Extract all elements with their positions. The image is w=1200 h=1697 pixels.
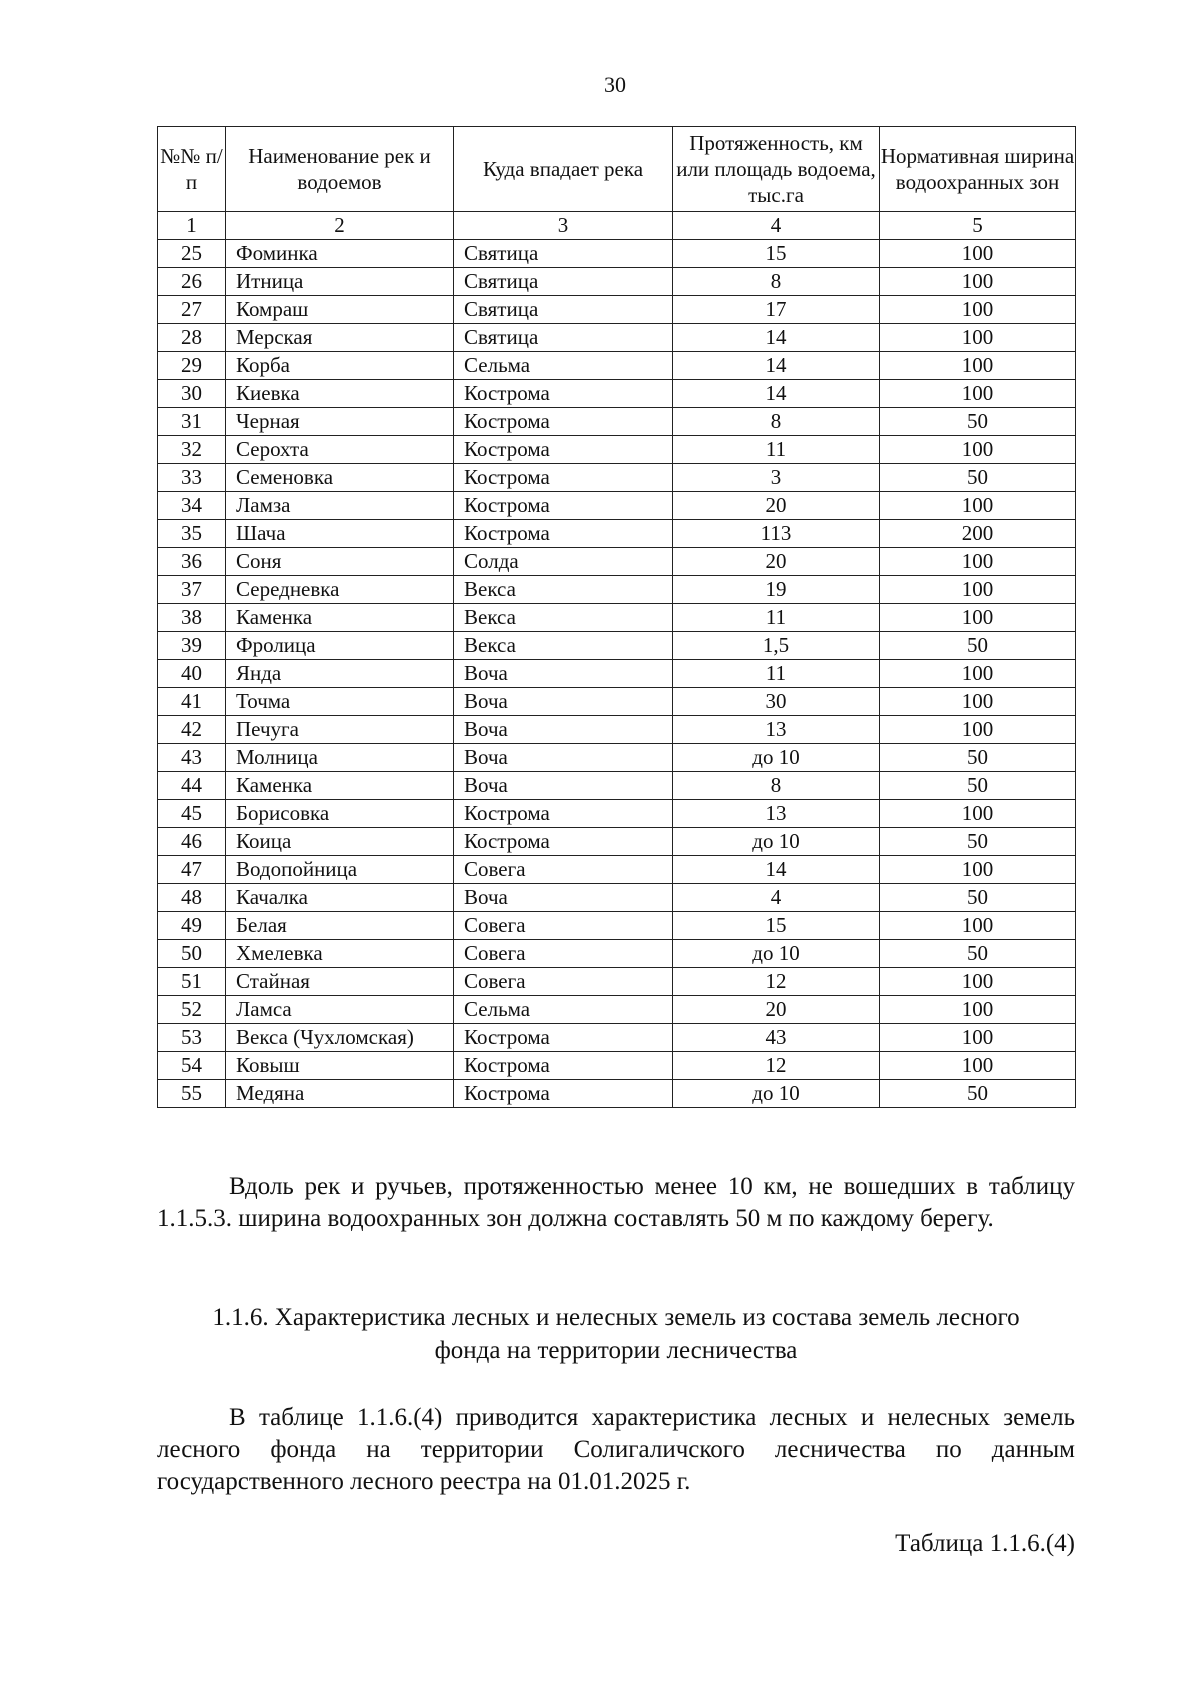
river-length: 30 — [673, 688, 880, 716]
river-mouth: Кострома — [454, 436, 673, 464]
table-row — [158, 828, 1076, 856]
table-header-row — [158, 127, 1076, 212]
river-name: Молница — [226, 744, 454, 772]
column-number: 4 — [673, 212, 880, 240]
river-mouth: Воча — [454, 884, 673, 912]
table-row — [158, 1080, 1076, 1108]
river-length: 12 — [673, 1052, 880, 1080]
table-row — [158, 436, 1076, 464]
river-mouth: Кострома — [454, 1052, 673, 1080]
river-name: Мерская — [226, 324, 454, 352]
river-name: Стайная — [226, 968, 454, 996]
river-name: Борисовка — [226, 800, 454, 828]
row-number: 42 — [158, 716, 226, 744]
header-length: Протяженность, км или площадь водоема, тыс.га — [673, 127, 880, 212]
river-mouth: Кострома — [454, 492, 673, 520]
row-number: 25 — [158, 240, 226, 268]
table-row — [158, 1052, 1076, 1080]
river-length: 43 — [673, 1024, 880, 1052]
table-row — [158, 296, 1076, 324]
river-mouth: Кострома — [454, 408, 673, 436]
zone-width: 100 — [880, 548, 1076, 576]
zone-width: 50 — [880, 828, 1076, 856]
table-row — [158, 716, 1076, 744]
row-number: 47 — [158, 856, 226, 884]
river-length: 19 — [673, 576, 880, 604]
column-number: 1 — [158, 212, 226, 240]
river-mouth: Кострома — [454, 520, 673, 548]
river-name: Фоминка — [226, 240, 454, 268]
table-row — [158, 912, 1076, 940]
table-row — [158, 520, 1076, 548]
column-number-row — [158, 212, 1076, 240]
table-row — [158, 856, 1076, 884]
page-number: 30 — [604, 72, 626, 97]
table-row — [158, 940, 1076, 968]
table-row — [158, 576, 1076, 604]
river-length: 17 — [673, 296, 880, 324]
row-number: 31 — [158, 408, 226, 436]
river-name: Каменка — [226, 772, 454, 800]
zone-width: 100 — [880, 688, 1076, 716]
row-number: 36 — [158, 548, 226, 576]
row-number: 32 — [158, 436, 226, 464]
row-number: 40 — [158, 660, 226, 688]
river-mouth: Кострома — [454, 828, 673, 856]
river-length: до 10 — [673, 744, 880, 772]
river-mouth: Воча — [454, 660, 673, 688]
paragraph-forest-lands: В таблице 1.1.6.(4) приводится характеристика лесных и нелесных земель лесного фонда на территории Солигаличского лесничества по данным государственного лесного реестра на 01.01.2025 г. — [157, 1404, 1075, 1495]
river-length: 4 — [673, 884, 880, 912]
zone-width: 100 — [880, 856, 1076, 884]
row-number: 53 — [158, 1024, 226, 1052]
river-name: Комраш — [226, 296, 454, 324]
river-length: 1,5 — [673, 632, 880, 660]
zone-width: 100 — [880, 1052, 1076, 1080]
river-mouth: Воча — [454, 744, 673, 772]
river-mouth: Кострома — [454, 1080, 673, 1108]
river-length: 11 — [673, 604, 880, 632]
river-length: 15 — [673, 912, 880, 940]
zone-width: 50 — [880, 772, 1076, 800]
river-name: Черная — [226, 408, 454, 436]
river-name: Коица — [226, 828, 454, 856]
row-number: 37 — [158, 576, 226, 604]
table-row — [158, 1024, 1076, 1052]
table-row — [158, 800, 1076, 828]
table-row — [158, 996, 1076, 1024]
river-name: Белая — [226, 912, 454, 940]
river-length: 14 — [673, 324, 880, 352]
river-mouth: Совега — [454, 968, 673, 996]
river-name: Хмелевка — [226, 940, 454, 968]
row-number: 39 — [158, 632, 226, 660]
table-row — [158, 268, 1076, 296]
river-name: Каменка — [226, 604, 454, 632]
river-name: Медяна — [226, 1080, 454, 1108]
river-name: Соня — [226, 548, 454, 576]
column-number: 5 — [880, 212, 1076, 240]
row-number: 35 — [158, 520, 226, 548]
river-name: Ковыш — [226, 1052, 454, 1080]
table-caption: Таблица 1.1.6.(4) — [895, 1530, 1075, 1557]
river-mouth: Векса — [454, 576, 673, 604]
river-name: Фролица — [226, 632, 454, 660]
river-name: Серохта — [226, 436, 454, 464]
zone-width: 200 — [880, 520, 1076, 548]
river-mouth: Кострома — [454, 1024, 673, 1052]
river-mouth: Сельма — [454, 352, 673, 380]
river-length: 8 — [673, 772, 880, 800]
zone-width: 50 — [880, 884, 1076, 912]
row-number: 43 — [158, 744, 226, 772]
river-mouth: Совега — [454, 940, 673, 968]
zone-width: 100 — [880, 1024, 1076, 1052]
row-number: 38 — [158, 604, 226, 632]
row-number: 27 — [158, 296, 226, 324]
row-number: 49 — [158, 912, 226, 940]
rivers-table — [157, 126, 1076, 1108]
zone-width: 100 — [880, 268, 1076, 296]
river-length: 8 — [673, 408, 880, 436]
river-mouth: Святица — [454, 324, 673, 352]
column-number: 2 — [226, 212, 454, 240]
table-row — [158, 772, 1076, 800]
zone-width: 100 — [880, 912, 1076, 940]
river-length: 11 — [673, 660, 880, 688]
column-number: 3 — [454, 212, 673, 240]
river-length: 14 — [673, 352, 880, 380]
zone-width: 50 — [880, 632, 1076, 660]
river-mouth: Солда — [454, 548, 673, 576]
table-row — [158, 464, 1076, 492]
row-number: 26 — [158, 268, 226, 296]
river-name: Середневка — [226, 576, 454, 604]
row-number: 33 — [158, 464, 226, 492]
table-row — [158, 408, 1076, 436]
table-row — [158, 884, 1076, 912]
row-number: 28 — [158, 324, 226, 352]
zone-width: 100 — [880, 968, 1076, 996]
river-length: 13 — [673, 800, 880, 828]
zone-width: 100 — [880, 296, 1076, 324]
river-name: Водопойница — [226, 856, 454, 884]
river-mouth: Сельма — [454, 996, 673, 1024]
table-row — [158, 492, 1076, 520]
river-length: 15 — [673, 240, 880, 268]
table-row — [158, 324, 1076, 352]
river-name: Печуга — [226, 716, 454, 744]
header-mouth: Куда впадает река — [454, 127, 673, 212]
river-length: 12 — [673, 968, 880, 996]
river-length: 20 — [673, 996, 880, 1024]
river-name: Точма — [226, 688, 454, 716]
river-name: Ламза — [226, 492, 454, 520]
table-body — [158, 240, 1076, 1108]
section-heading — [157, 1301, 1075, 1367]
zone-width: 50 — [880, 1080, 1076, 1108]
row-number: 34 — [158, 492, 226, 520]
header-number: №№ п/п — [158, 127, 226, 212]
river-name: Итница — [226, 268, 454, 296]
river-length: 14 — [673, 380, 880, 408]
table-row — [158, 604, 1076, 632]
zone-width: 100 — [880, 492, 1076, 520]
river-name: Семеновка — [226, 464, 454, 492]
zone-width: 100 — [880, 380, 1076, 408]
zone-width: 100 — [880, 800, 1076, 828]
river-name: Качалка — [226, 884, 454, 912]
river-length: 11 — [673, 436, 880, 464]
river-name: Ламса — [226, 996, 454, 1024]
table-row — [158, 548, 1076, 576]
table-row — [158, 660, 1076, 688]
river-length: до 10 — [673, 1080, 880, 1108]
table-row — [158, 744, 1076, 772]
row-number: 54 — [158, 1052, 226, 1080]
section-heading-line: фонда на территории лесничества — [434, 1337, 798, 1364]
zone-width: 50 — [880, 464, 1076, 492]
table-row — [158, 380, 1076, 408]
zone-width: 50 — [880, 744, 1076, 772]
zone-width: 100 — [880, 996, 1076, 1024]
river-length: до 10 — [673, 828, 880, 856]
table-row — [158, 240, 1076, 268]
table-row — [158, 688, 1076, 716]
river-name: Корба — [226, 352, 454, 380]
row-number: 52 — [158, 996, 226, 1024]
river-mouth: Кострома — [454, 380, 673, 408]
river-length: 20 — [673, 492, 880, 520]
zone-width: 100 — [880, 604, 1076, 632]
river-mouth: Кострома — [454, 464, 673, 492]
river-name: Шача — [226, 520, 454, 548]
row-number: 55 — [158, 1080, 226, 1108]
river-length: 20 — [673, 548, 880, 576]
row-number: 46 — [158, 828, 226, 856]
zone-width: 100 — [880, 716, 1076, 744]
river-mouth: Кострома — [454, 800, 673, 828]
river-mouth: Векса — [454, 604, 673, 632]
river-name: Киевка — [226, 380, 454, 408]
river-mouth: Святица — [454, 268, 673, 296]
header-width: Нормативная ширина водоохранных зон — [880, 127, 1076, 212]
river-mouth: Совега — [454, 856, 673, 884]
zone-width: 100 — [880, 324, 1076, 352]
river-name: Янда — [226, 660, 454, 688]
zone-width: 100 — [880, 240, 1076, 268]
header-name: Наименование рек и водоемов — [226, 127, 454, 212]
river-length: 113 — [673, 520, 880, 548]
row-number: 45 — [158, 800, 226, 828]
river-length: до 10 — [673, 940, 880, 968]
zone-width: 100 — [880, 436, 1076, 464]
zone-width: 50 — [880, 940, 1076, 968]
row-number: 30 — [158, 380, 226, 408]
row-number: 41 — [158, 688, 226, 716]
river-length: 3 — [673, 464, 880, 492]
river-mouth: Святица — [454, 296, 673, 324]
row-number: 44 — [158, 772, 226, 800]
row-number: 29 — [158, 352, 226, 380]
zone-width: 100 — [880, 352, 1076, 380]
table-row — [158, 352, 1076, 380]
river-mouth: Воча — [454, 688, 673, 716]
river-length: 8 — [673, 268, 880, 296]
river-mouth: Воча — [454, 772, 673, 800]
table-row — [158, 632, 1076, 660]
river-mouth: Воча — [454, 716, 673, 744]
zone-width: 50 — [880, 408, 1076, 436]
river-length: 14 — [673, 856, 880, 884]
section-heading-line: 1.1.6. Характеристика лесных и нелесных земель из состава земель лесного — [212, 1304, 1020, 1331]
river-name: Векса (Чухломская) — [226, 1024, 454, 1052]
river-length: 13 — [673, 716, 880, 744]
table-row — [158, 968, 1076, 996]
zone-width: 100 — [880, 660, 1076, 688]
row-number: 50 — [158, 940, 226, 968]
row-number: 51 — [158, 968, 226, 996]
paragraph-water-zones: Вдоль рек и ручьев, протяженностью менее 10 км, не вошедших в таблицу 1.1.5.3. ширина водоохранных зон должна составлять 50 м по каждому берегу. — [157, 1173, 1075, 1232]
river-mouth: Святица — [454, 240, 673, 268]
river-mouth: Векса — [454, 632, 673, 660]
row-number: 48 — [158, 884, 226, 912]
zone-width: 100 — [880, 576, 1076, 604]
river-mouth: Совега — [454, 912, 673, 940]
